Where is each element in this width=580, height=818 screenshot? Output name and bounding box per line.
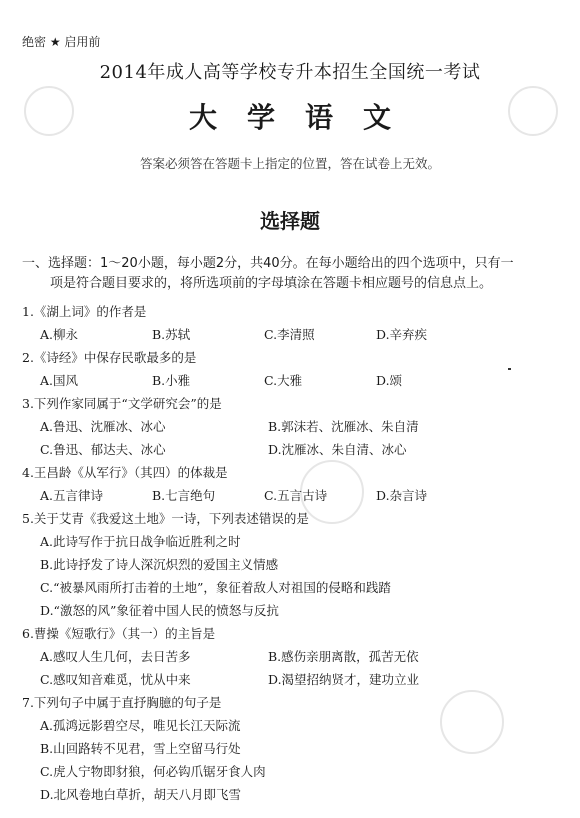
option-c: C.五言古诗 xyxy=(264,488,328,503)
option-b: B.郭沫若、沈雁冰、朱自清 xyxy=(268,419,419,434)
option-c: C.鲁迅、郁达夫、冰心 xyxy=(40,442,166,457)
option-c: C.“被暴风雨所打击着的土地”，象征着敌人对祖国的侵略和践踏 xyxy=(40,580,391,595)
question-stem: 1.《湖上词》的作者是 xyxy=(22,304,147,319)
question-6 xyxy=(22,622,562,691)
instruction-line-2: 项是符合题目要求的，将所选项前的字母填涂在答题卡相应题号的信息点上。 xyxy=(50,276,493,291)
answer-notice: 答案必须答在答题卡上指定的位置，答在试卷上无效。 xyxy=(139,156,440,171)
option-c: C.虎人宁物即豺狼，何必钩爪锯牙食人肉 xyxy=(40,764,266,779)
option-a: A.此诗写作于抗日战争临近胜利之时 xyxy=(40,534,241,549)
question-stem: 3.下列作家同属于“文学研究会”的是 xyxy=(22,396,222,411)
question-list xyxy=(22,300,562,806)
question-7 xyxy=(22,691,562,806)
option-a: A.柳永 xyxy=(40,327,79,342)
option-a: A.五言律诗 xyxy=(40,488,104,503)
question-2 xyxy=(22,346,562,392)
option-d: D.北风卷地白草折，胡天八月即飞雪 xyxy=(40,787,242,802)
section-instruction xyxy=(22,254,557,294)
option-b: B.七言绝句 xyxy=(152,488,216,503)
option-c: C.大雅 xyxy=(264,373,303,388)
option-b: B.此诗抒发了诗人深沉炽烈的爱国主义情感 xyxy=(40,557,279,572)
option-a: A.鲁迅、沈雁冰、冰心 xyxy=(40,419,166,434)
question-stem: 4.王昌龄《从军行》（其四）的体裁是 xyxy=(22,465,228,480)
instruction-line-1: 一、选择题：1～20小题，每小题2分，共40分。在每小题给出的四个选项中，只有一 xyxy=(22,256,514,271)
confidential-label: 绝密 ★ 启用前 xyxy=(22,35,101,49)
option-c: C.感叹知音难觅，忧从中来 xyxy=(40,672,191,687)
question-3 xyxy=(22,392,562,461)
exam-title: 2014年成人高等学校专升本招生全国统一考试 xyxy=(99,62,481,83)
option-c: C.李清照 xyxy=(264,327,315,342)
option-d: D.杂言诗 xyxy=(376,488,428,503)
option-a: A.感叹人生几何，去日苦多 xyxy=(40,649,191,664)
question-stem: 5.关于艾青《我爱这土地》一诗，下列表述错误的是 xyxy=(22,511,309,526)
question-1 xyxy=(22,300,562,346)
option-d: D.“激怒的风”象征着中国人民的愤怒与反抗 xyxy=(40,603,279,618)
question-stem: 2.《诗经》中保存民歌最多的是 xyxy=(22,350,197,365)
option-b: B.感伤亲朋离散，孤苦无依 xyxy=(268,649,419,664)
option-b: B.小雅 xyxy=(152,373,191,388)
subject-title: 大学语文 xyxy=(188,101,421,134)
option-a: A.国风 xyxy=(40,373,79,388)
option-d: D.沈雁冰、朱自清、冰心 xyxy=(268,442,407,457)
option-b: B.苏轼 xyxy=(152,327,191,342)
question-stem: 7.下列句子中属于直抒胸臆的句子是 xyxy=(22,695,222,710)
section-title: 选择题 xyxy=(260,209,320,233)
question-stem: 6.曹操《短歌行》（其一）的主旨是 xyxy=(22,626,216,641)
option-d: D.颂 xyxy=(376,373,403,388)
option-a: A.孤鸿远影碧空尽，唯见长江天际流 xyxy=(40,718,241,733)
question-4 xyxy=(22,461,562,507)
question-5 xyxy=(22,507,562,622)
option-d: D.辛弃疾 xyxy=(376,327,428,342)
option-d: D.渴望招纳贤才，建功立业 xyxy=(268,672,420,687)
option-b: B.山回路转不见君，雪上空留马行处 xyxy=(40,741,241,756)
